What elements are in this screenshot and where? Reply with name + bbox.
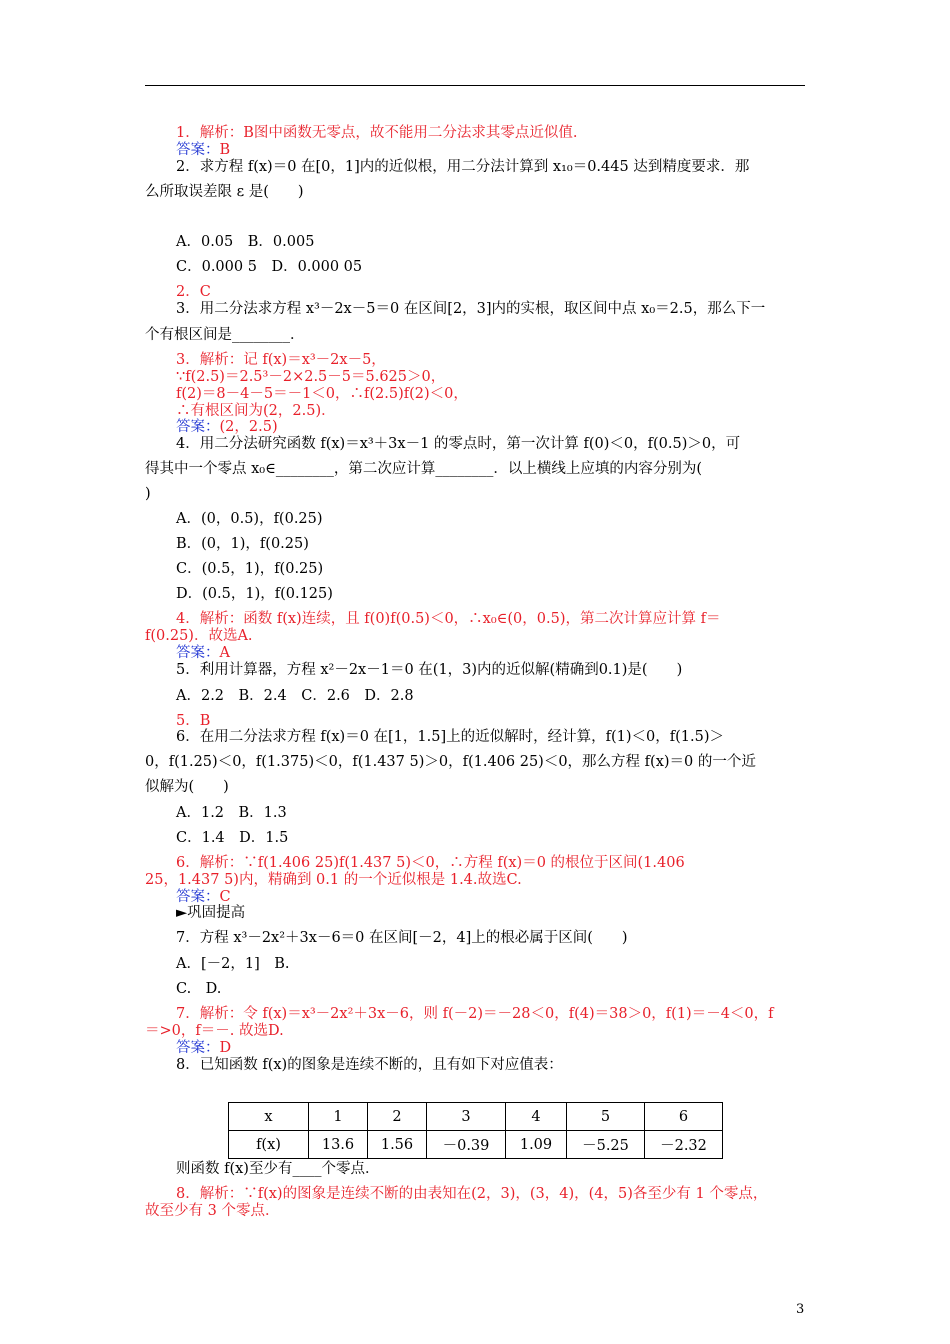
text-line <box>176 610 720 628</box>
text-line <box>176 435 740 453</box>
text-span: ) <box>145 486 151 502</box>
text-span: 6．在用二分法求方程 f(x)＝0 在[1，1.5]上的近似解时，经计算，f(1)＜0，f(1.5)＞ <box>176 729 724 745</box>
text-span: C <box>219 889 231 905</box>
text-line <box>176 829 288 847</box>
text-span: ►巩固提高 <box>176 905 246 921</box>
text-line <box>176 385 468 403</box>
text-line <box>176 980 221 998</box>
text-line <box>176 687 414 705</box>
text-line <box>176 644 230 662</box>
text-span: 5．B <box>176 713 211 729</box>
text-span: 8．已知函数 f(x)的图象是连续不断的，且有如下对应值表： <box>176 1057 563 1073</box>
text-line <box>176 929 628 947</box>
text-line <box>176 510 323 528</box>
table-cell: 3 <box>427 1103 506 1131</box>
text-line <box>176 661 682 679</box>
text-span: A <box>219 645 230 661</box>
text-span: 3．用二分法求方程 x³－2x－5＝0 在区间[2，3]内的实根，取区间中点 x₀＝2.5，那么下一 <box>176 301 766 317</box>
text-span: 8．解析：∵f(x)的图象是连续不断的由表知在(2，3)，(3，4)，(4，5)各至少有 1 个零点， <box>176 1186 768 1202</box>
text-span: C．0.000 5 D．0.000 05 <box>176 259 363 275</box>
table-cell: －2.32 <box>645 1131 723 1159</box>
text-span: f(2)＝8－4－5＝－1＜0，∴f(2.5)f(2)＜0， <box>176 386 468 402</box>
text-line <box>145 871 522 889</box>
table-cell: －5.25 <box>567 1131 645 1159</box>
text-line <box>176 1056 563 1074</box>
text-span: A．1.2 B．1.3 <box>176 805 287 821</box>
text-span: C．1.4 D．1.5 <box>176 830 289 846</box>
text-span: 7．方程 x³－2x²＋3x－6＝0 在区间[－2，4]上的根必属于区间( ) <box>176 930 628 946</box>
text-line <box>176 300 765 318</box>
text-line <box>145 485 151 503</box>
text-line <box>145 753 756 771</box>
text-line <box>176 258 362 276</box>
text-span: 6．解析：∵f(1.406 25)f(1.437 5)＜0，∴方程 f(x)＝0 的根位于区间(1.406 <box>176 855 685 871</box>
text-line <box>176 158 749 176</box>
text-line <box>145 1202 279 1220</box>
text-line <box>176 1185 767 1203</box>
text-line <box>176 728 724 746</box>
text-span: 0，f(1.25)＜0，f(1.375)＜0，f(1.437 5)＞0，f(1.406 25)＜0，那么方程 f(x)＝0 的一个近 <box>145 754 756 770</box>
text-span: 得其中一个零点 x₀∈________，第二次应计算________．以上横线上应填的内容分别为( <box>145 461 702 477</box>
text-line <box>176 418 278 436</box>
text-line <box>176 1039 231 1057</box>
text-span: 似解为( ) <box>145 779 229 795</box>
text-span: D <box>219 1040 232 1056</box>
text-span: 5．利用计算器，方程 x²－2x－1＝0 在(1，3)内的近似解(精确到0.1)是( ) <box>176 662 683 678</box>
text-span: 4．用二分法研究函数 f(x)＝x³＋3x－1 的零点时，第一次计算 f(0)＜0，f(0.5)＞0，可 <box>176 436 741 452</box>
text-line <box>176 368 445 386</box>
text-line <box>176 351 386 369</box>
text-span: 个有根区间是________． <box>145 327 305 343</box>
text-line <box>176 283 211 301</box>
text-line <box>145 778 229 796</box>
table-cell: 1.56 <box>368 1131 427 1159</box>
header-rule <box>145 85 805 86</box>
text-line <box>176 1160 379 1178</box>
text-span: 答案： <box>176 889 220 905</box>
text-span: ∵f(2.5)＝2.5³－2×2.5－5＝5.625＞0， <box>176 369 446 385</box>
text-span: A．2.2 B．2.4 C．2.6 D．2.8 <box>176 688 414 704</box>
text-span: C. D. <box>176 981 222 997</box>
table-cell: 1 <box>309 1103 368 1131</box>
text-line <box>176 124 578 142</box>
text-span: f(0.25)．故选A. <box>145 628 253 644</box>
text-span: A．[－2，1] B. <box>176 956 290 972</box>
text-span: 答案： <box>176 142 220 158</box>
value-table <box>228 1102 723 1159</box>
text-span: A．0.05 B．0.005 <box>176 234 315 250</box>
table-cell: f(x) <box>229 1131 309 1159</box>
text-span: 2．C <box>176 284 211 300</box>
text-line <box>176 535 309 553</box>
table-cell: x <box>229 1103 309 1131</box>
text-span: 答案： <box>176 419 220 435</box>
text-line <box>176 233 314 251</box>
text-line <box>145 627 253 645</box>
table-cell: 2 <box>368 1103 427 1131</box>
text-span: B．(0，1)，f(0.25) <box>176 536 309 552</box>
table-cell: －0.39 <box>427 1131 506 1159</box>
text-span: 7．解析：令 f(x)＝x³－2x²＋3x－6，则 f(－2)＝－28＜0，f(4)＝38＞0，f(1)＝－4＜0，f <box>176 1006 774 1022</box>
text-span: 4．解析：函数 f(x)连续，且 f(0)f(0.5)＜0，∴x₀∈(0，0.5)，第二次计算应计算 f＝ <box>176 611 721 627</box>
text-span: B <box>219 142 231 158</box>
text-span: 25，1.437 5)内，精确到 0.1 的一个近似根是 1.4.故选C. <box>145 872 522 888</box>
text-span: 么所取误差限 ε 是( ) <box>145 184 304 200</box>
text-line <box>176 560 323 578</box>
table-cell: 13.6 <box>309 1131 368 1159</box>
text-line <box>176 141 230 159</box>
text-span: C．(0.5，1)，f(0.25) <box>176 561 324 577</box>
text-line <box>145 183 304 201</box>
text-span: ∴有根区间为(2，2.5)． <box>176 403 336 419</box>
table-cell: 5 <box>567 1103 645 1131</box>
text-span: ＝>0，f＝－. 故选D. <box>145 1023 284 1039</box>
table-row <box>229 1103 723 1131</box>
text-line <box>145 326 305 344</box>
table-cell: 4 <box>506 1103 567 1131</box>
text-span: (2，2.5) <box>219 419 278 435</box>
text-line <box>176 804 287 822</box>
text-span: B图中函数无零点，故不能用二分法求其零点近似值. <box>243 125 578 141</box>
text-span: 则函数 f(x)至少有____个零点． <box>176 1161 380 1177</box>
text-span: A．(0，0.5)，f(0.25) <box>176 511 323 527</box>
text-span: 1．解析： <box>176 125 244 141</box>
text-line <box>145 460 702 478</box>
text-span: 答案： <box>176 645 220 661</box>
table-cell: 1.09 <box>506 1131 567 1159</box>
text-span: D．(0.5，1)，f(0.125) <box>176 586 333 602</box>
text-line <box>176 955 290 973</box>
page-number: 3 <box>796 1302 805 1317</box>
text-span: 故至少有 3 个零点． <box>145 1203 280 1219</box>
text-line <box>176 585 333 603</box>
table-row <box>229 1131 723 1159</box>
text-span: 答案： <box>176 1040 220 1056</box>
text-line <box>176 1005 774 1023</box>
text-line <box>176 904 245 922</box>
text-line <box>176 854 685 872</box>
table-cell: 6 <box>645 1103 723 1131</box>
text-span: 2．求方程 f(x)＝0 在[0，1]内的近似根，用二分法计算到 x₁₀＝0.445 达到精度要求．那 <box>176 159 750 175</box>
text-line <box>145 1022 284 1040</box>
text-span: 3．解析：记 f(x)＝x³－2x－5， <box>176 352 386 368</box>
